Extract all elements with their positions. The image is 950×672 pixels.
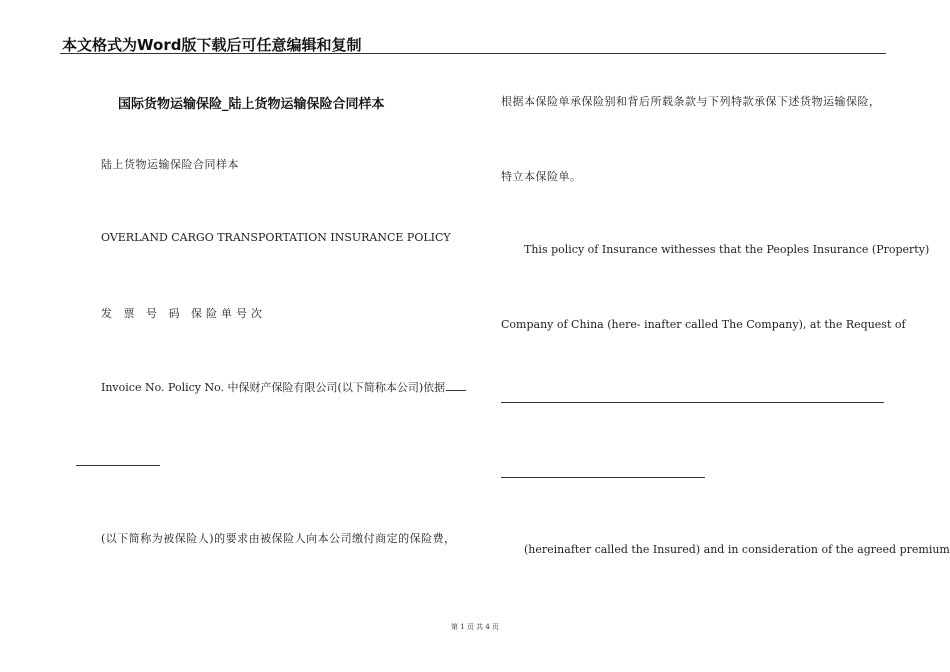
blank-line-right-short [501, 477, 705, 478]
right-line-policy-issued: 特立本保险单。 [501, 170, 582, 183]
left-line-invoice-policy-cn: 发 票 号 码 保险单号次 [101, 307, 266, 320]
blank-line-left [76, 465, 160, 466]
right-line-insured-premium: (hereinafter called the Insured) and in consideration of the agreed premium [524, 543, 950, 556]
left-line-invoice-policy-no [101, 379, 466, 395]
document-header: 本文格式为Word版下载后可任意编辑和复制 [62, 36, 362, 54]
left-line-invoice-text: Invoice No. Policy No. 中保财产保险有限公司(以下简称本公司)依据 [101, 381, 446, 394]
header-divider [60, 53, 886, 54]
right-line-policy-witnesses: This policy of Insurance withesses that the Peoples Insurance (Property) [524, 243, 930, 256]
right-line-company-request: Company of China (here- inafter called The Company), at the Request of [501, 318, 906, 331]
page-number: 第 1 页 共 4 页 [450, 623, 500, 631]
blank-line-inline [446, 389, 466, 391]
left-line-policy-english: OVERLAND CARGO TRANSPORTATION INSURANCE POLICY [101, 231, 451, 244]
left-line-insured-request: (以下简称为被保险人)的要求由被保险人向本公司缴付商定的保险费， [101, 532, 456, 545]
left-line-contract-sample: 陆上货物运输保险合同样本 [101, 158, 239, 171]
right-line-underwriting: 根据本保险单承保险别和背后所载条款与下列特款承保下述货物运输保险， [501, 95, 881, 108]
blank-line-right-long [501, 402, 884, 403]
document-title: 国际货物运输保险_陆上货物运输保险合同样本 [118, 97, 385, 112]
